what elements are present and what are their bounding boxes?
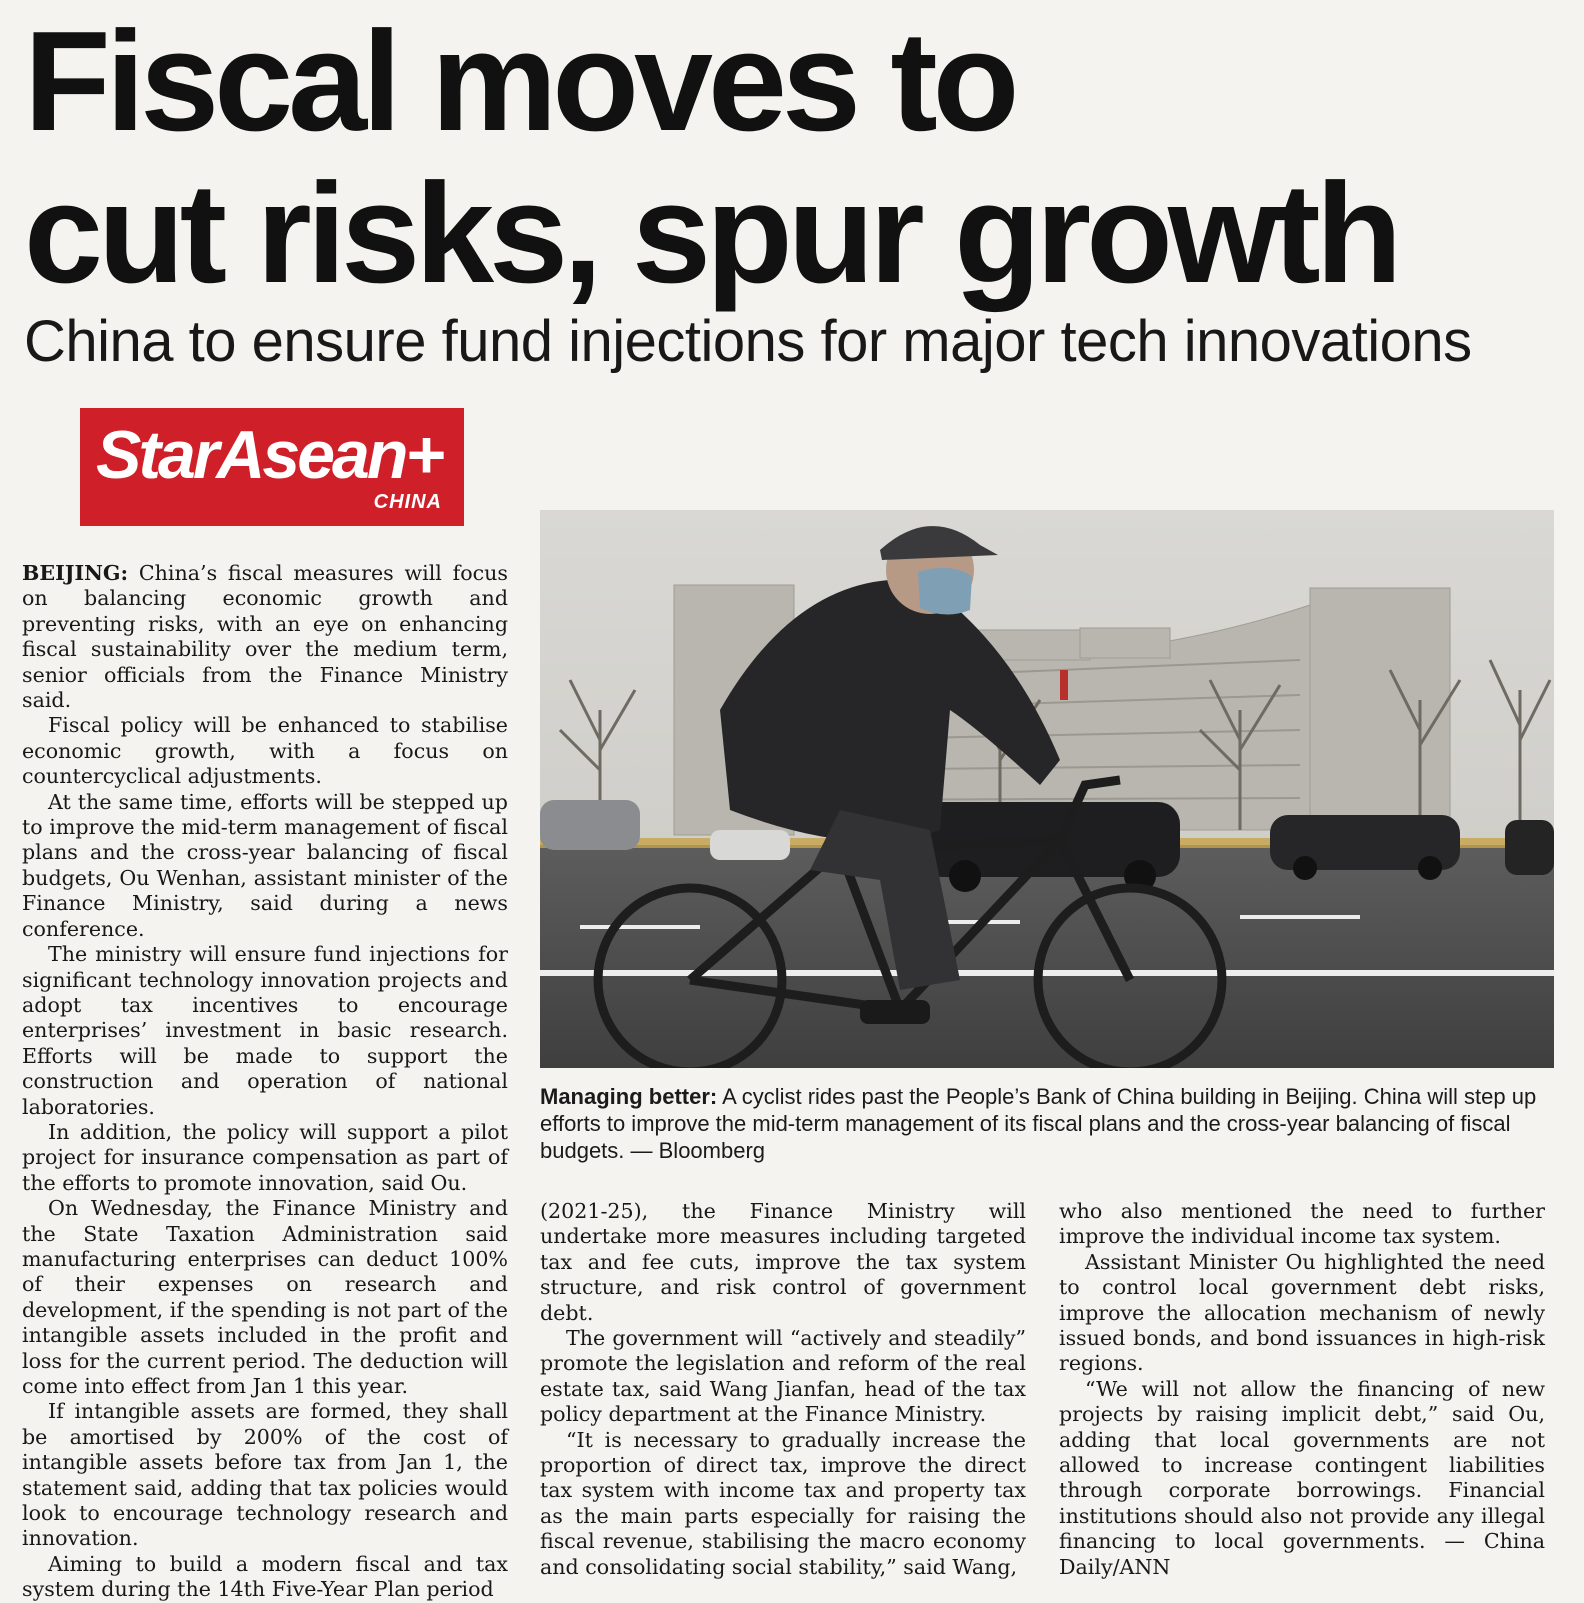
article-paragraph: Assistant Minister Ou highlighted the need to control local government debt risks, improve the allocation mechanism of newly issued bonds, and bond issuances in high-risk regions. bbox=[1059, 1249, 1545, 1376]
article-column-1 bbox=[22, 561, 508, 1603]
article-paragraph: Aiming to build a modern fiscal and tax system during the 14th Five-Year Plan period bbox=[22, 1551, 508, 1602]
road bbox=[540, 845, 1554, 1068]
logo-brand-text: StarAsean+ bbox=[96, 417, 443, 493]
article-paragraph: Fiscal policy will be enhanced to stabilise economic growth, with a focus on countercyclical adjustments. bbox=[22, 713, 508, 789]
article-paragraph: (2021-25), the Finance Ministry will undertake more measures including targeted tax and fee cuts, improve the tax system structure, and risk control of government debt. bbox=[540, 1199, 1026, 1325]
caption-text: A cyclist rides past the People’s Bank of China building in Beijing. China will step up efforts to improve the mid-term management of its fiscal plans and the cross-year balancing of fiscal budgets. — Bloomberg bbox=[540, 1084, 1537, 1163]
logo-region-text: CHINA bbox=[373, 491, 442, 513]
headline bbox=[24, 2, 1564, 313]
article-paragraph: The ministry will ensure fund injections for significant technology innovation projects and adopt tax incentives to encourage enterprises’ investment in basic research. Efforts will be made to support the construction and operation of national laboratories. bbox=[22, 942, 508, 1119]
article-paragraph: who also mentioned the need to further improve the individual income tax system. bbox=[1059, 1199, 1545, 1249]
flag bbox=[1060, 670, 1068, 700]
caption-lead: Managing better: bbox=[540, 1084, 718, 1109]
article-column-3 bbox=[1059, 1199, 1545, 1580]
lead-paragraph-text: China’s fiscal measures will focus on balancing economic growth and preventing risks, with an eye on enhancing fiscal sustainability over the medium term, senior officials from the Finance Ministry said. bbox=[22, 561, 508, 713]
headline-line-2: cut risks, spur growth bbox=[24, 154, 1398, 313]
staraseanplus-china-logo bbox=[80, 408, 464, 526]
article-paragraph: “It is necessary to gradually increase the proportion of direct tax, improve the direct tax system with income tax and property tax as the main parts especially for raising the fiscal revenue, stabilising the macro economy and consolidating social stability,” said Wang, bbox=[540, 1427, 1026, 1579]
headline-line-1: Fiscal moves to bbox=[24, 2, 1015, 161]
article-column-2 bbox=[540, 1199, 1026, 1580]
article-paragraph: At the same time, efforts will be stepped up to improve the mid-term management of fiscal plans and the cross-year balancing of fiscal budgets, Ou Wenhan, assistant minister of the Finance Ministry, said during a news conference. bbox=[22, 789, 508, 941]
subheadline: China to ensure fund injections for major tech innovations bbox=[24, 309, 1472, 374]
dateline: BEIJING: bbox=[22, 561, 129, 585]
photo-caption bbox=[540, 1083, 1550, 1164]
cyclist-photo bbox=[540, 510, 1554, 1068]
article-paragraph: In addition, the policy will support a pilot project for insurance compensation as part of the efforts to promote innovation, said Ou. bbox=[22, 1119, 508, 1195]
article-paragraph: If intangible assets are formed, they shall be amortised by 200% of the cost of intangible assets before tax from Jan 1, the statement said, adding that tax policies would look to encourage technology research and innovation. bbox=[22, 1399, 508, 1551]
article-paragraph: On Wednesday, the Finance Ministry and the State Taxation Administration said manufacturing enterprises can deduct 100% of their expenses on research and development, if the spending is not part of the intangible assets included in the profit and loss for the current period. The deduction will come into effect from Jan 1 this year. bbox=[22, 1196, 508, 1398]
article-paragraph: “We will not allow the financing of new projects by raising implicit debt,” said Ou, adding that local governments are not allowed to increase contingent liabilities through corporate borrowings. Financial institutions should also not provide any illegal financing to local governments. — China Daily/ANN bbox=[1059, 1376, 1545, 1579]
article-paragraph bbox=[22, 561, 508, 713]
article-paragraph: The government will “actively and steadily” promote the legislation and reform of the real estate tax, said Wang Jianfan, head of the tax policy department at the Finance Ministry. bbox=[540, 1326, 1026, 1427]
photo-illustration bbox=[540, 510, 1554, 1068]
